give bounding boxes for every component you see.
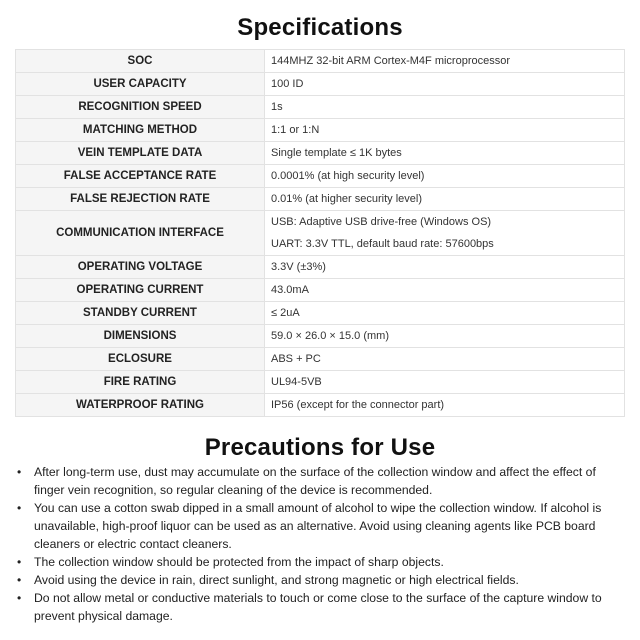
spec-value-cell — [265, 165, 625, 188]
spec-row — [16, 96, 625, 119]
spec-row — [16, 188, 625, 211]
spec-row — [16, 394, 625, 417]
spec-value-cell — [265, 279, 625, 302]
spec-row — [16, 279, 625, 302]
spec-value: ≤ 2uA — [271, 307, 300, 319]
spec-value: 0.0001% (at high security level) — [271, 170, 425, 182]
spec-value: 3.3V (±3%) — [271, 261, 326, 273]
spec-value: 0.01% (at higher security level) — [271, 193, 423, 205]
precaution-item — [14, 553, 626, 571]
precaution-text: Do not allow metal or conductive materials to touch or come close to the surface of the capture window to prevent physical damage. — [34, 591, 602, 623]
precaution-item — [14, 589, 626, 625]
spec-key: FIRE RATING — [16, 371, 265, 394]
spec-value: 1s — [271, 101, 283, 113]
spec-value: Single template ≤ 1K bytes — [271, 147, 402, 159]
spec-value-cell — [265, 96, 625, 119]
spec-key: USER CAPACITY — [16, 73, 265, 96]
spec-row — [16, 256, 625, 279]
spec-row — [16, 302, 625, 325]
precaution-item — [14, 463, 626, 499]
precaution-text: After long-term use, dust may accumulate on the surface of the collection window and affect the effect of finger vein recognition, so regular cleaning of the device is recommended. — [34, 465, 596, 497]
spec-value-cell — [265, 302, 625, 325]
precautions-list — [14, 463, 626, 625]
spec-value: 1:1 or 1:N — [271, 124, 320, 136]
spec-key: FALSE ACCEPTANCE RATE — [16, 165, 265, 188]
spec-value: UL94-5VB — [271, 376, 322, 388]
spec-value-cell — [265, 211, 625, 256]
spec-value: UART: 3.3V TTL, default baud rate: 57600bps — [271, 238, 494, 250]
spec-key: SOC — [16, 50, 265, 73]
spec-value: USB: Adaptive USB drive-free (Windows OS) — [271, 216, 492, 228]
precaution-text: You can use a cotton swab dipped in a small amount of alcohol to wipe the collection window. If alcohol is unavailable, high-proof liquor can be used as an alternative. Avoid using cleaning agents like PCB board cleaners or electric contact cleaners. — [34, 501, 602, 551]
spec-key: DIMENSIONS — [16, 325, 265, 348]
spec-row — [16, 165, 625, 188]
bullet-icon: • — [17, 465, 22, 479]
spec-key: ECLOSURE — [16, 348, 265, 371]
precaution-text: Avoid using the device in rain, direct sunlight, and strong magnetic or high electrical fields. — [34, 573, 519, 587]
spec-value-cell — [265, 348, 625, 371]
spec-value: 59.0 × 26.0 × 15.0 (mm) — [271, 330, 390, 342]
spec-value-cell — [265, 371, 625, 394]
spec-row — [16, 325, 625, 348]
spec-row — [16, 142, 625, 165]
bullet-icon: • — [17, 501, 22, 515]
specifications-title: Specifications — [237, 14, 403, 41]
spec-key: OPERATING VOLTAGE — [16, 256, 265, 279]
spec-key: RECOGNITION SPEED — [16, 96, 265, 119]
spec-value-cell — [265, 50, 625, 73]
spec-key: WATERPROOF RATING — [16, 394, 265, 417]
precaution-text: The collection window should be protected from the impact of sharp objects. — [34, 555, 444, 569]
spec-row — [16, 50, 625, 73]
spec-row — [16, 119, 625, 142]
spec-key: VEIN TEMPLATE DATA — [16, 142, 265, 165]
spec-value: IP56 (except for the connector part) — [271, 399, 445, 411]
spec-value-cell — [265, 73, 625, 96]
spec-value: 144MHZ 32-bit ARM Cortex-M4F microprocessor — [271, 55, 511, 67]
bullet-icon: • — [17, 591, 22, 605]
specifications-table — [15, 49, 625, 417]
spec-row — [16, 211, 625, 256]
spec-key: OPERATING CURRENT — [16, 279, 265, 302]
spec-value-cell — [265, 119, 625, 142]
spec-value: 100 ID — [271, 78, 304, 90]
spec-row — [16, 73, 625, 96]
specifications-table-body — [16, 50, 625, 417]
spec-value-cell — [265, 188, 625, 211]
spec-row — [16, 348, 625, 371]
spec-key: MATCHING METHOD — [16, 119, 265, 142]
spec-value-cell — [265, 394, 625, 417]
spec-value-cell — [265, 142, 625, 165]
bullet-icon: • — [17, 573, 22, 587]
spec-value: 43.0mA — [271, 284, 309, 296]
spec-key: FALSE REJECTION RATE — [16, 188, 265, 211]
bullet-icon: • — [17, 555, 22, 569]
spec-key: COMMUNICATION INTERFACE — [16, 211, 265, 256]
precaution-item — [14, 571, 626, 589]
precautions-title: Precautions for Use — [204, 434, 436, 461]
spec-key: STANDBY CURRENT — [16, 302, 265, 325]
spec-value-cell — [265, 256, 625, 279]
spec-value-cell — [265, 325, 625, 348]
spec-row — [16, 371, 625, 394]
precaution-item — [14, 499, 626, 553]
spec-value: ABS + PC — [271, 353, 321, 365]
